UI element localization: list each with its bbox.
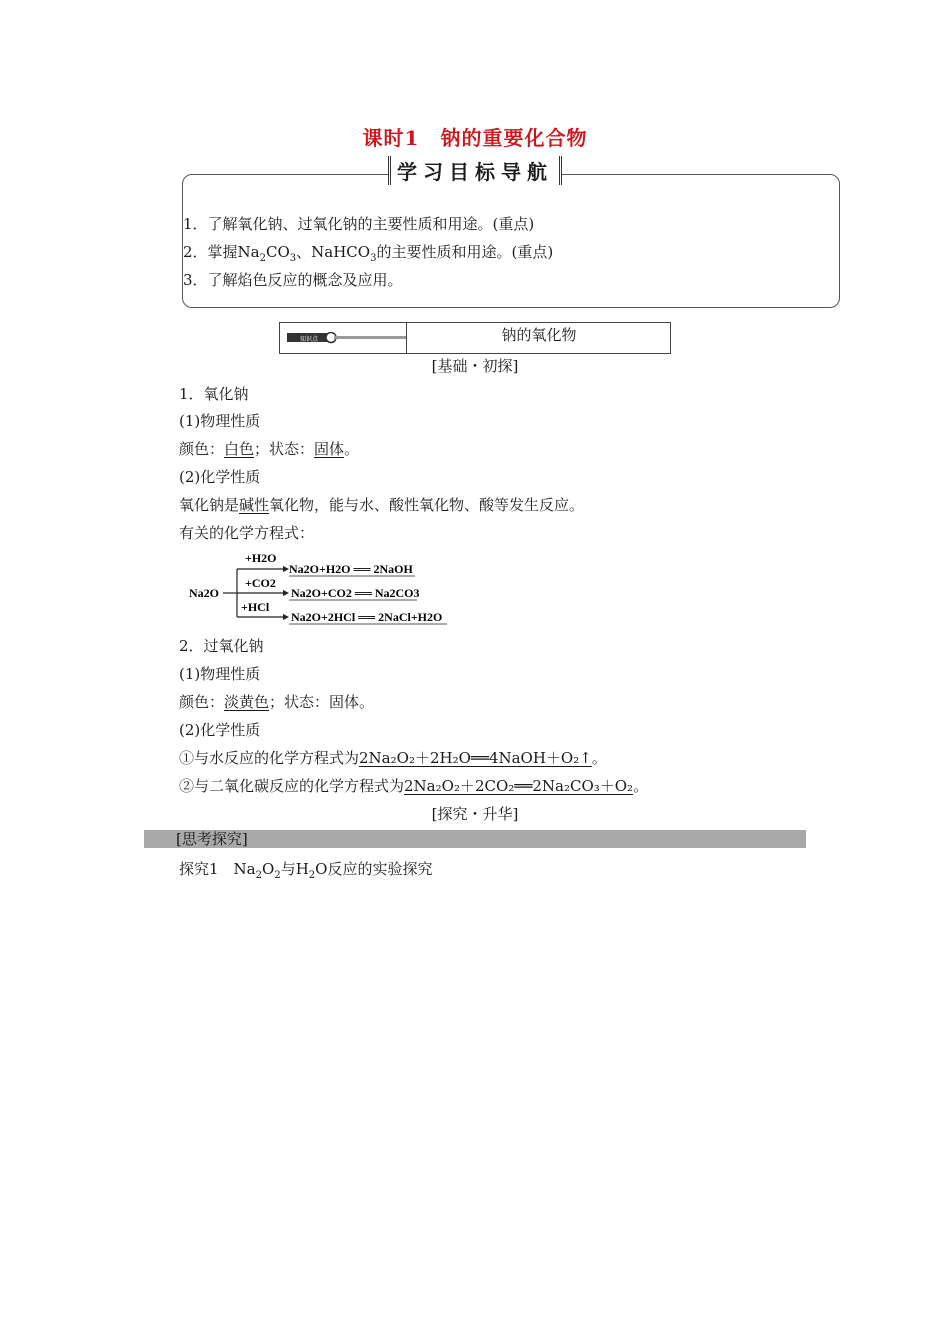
thinking-exploration-label: [思考探究] [176,830,248,848]
reaction-2-end: 。 [633,777,649,795]
page-title: 课时1 钠的重要化合物 [362,126,588,150]
section1-chem-basic: 碱性 [239,496,270,514]
section2-state-text: ；状态：固体。 [269,693,375,711]
diagram-product-1: Na2O+H2O ══ 2NaOH [289,562,413,576]
explore-item-1-c: 与H [280,860,309,878]
diagram-reagent-2: +CO2 [245,576,276,590]
learning-goals-header-text: 学习目标导航 [388,156,562,185]
goal-item-1 [183,213,534,234]
goal-item-2-part-b: CO [266,243,290,261]
section1-color-label: 颜色： [179,440,225,458]
knowledge-point-title: 钠的氧化物 [501,326,577,344]
section1-chem-b: 氧化物，能与水、酸性氧化物、酸等发生反应。 [269,496,585,514]
reaction-1-prefix: ①与水反应的化学方程式为 [179,749,360,767]
explore-item-1-d: O反应的实验探究 [315,860,433,878]
diagram-arrowhead-3 [283,614,289,620]
section1-eq-intro: 有关的化学方程式： [179,524,315,542]
section1-color-line [179,438,359,459]
diagram-product-2: Na2O+CO2 ══ Na2CO3 [291,586,420,600]
section1-chem-a: 氧化钠是 [179,496,240,514]
explore-item-1-a: 探究1 Na [179,860,256,878]
reaction-1-end: 。 [591,749,607,767]
section1-phys-heading: (1)物理性质 [179,412,261,430]
learning-goals-header [0,156,950,185]
goal-item-2-sub-2: 3 [289,253,297,264]
reaction-1-equation: 2Na₂O₂＋2H₂O══4NaOH＋O₂↑ [359,749,592,767]
reaction-2-prefix: ②与二氧化碳反应的化学方程式为 [179,777,405,795]
na2o-reaction-diagram [185,548,460,628]
section2-chem-heading: (2)化学性质 [179,721,261,739]
section1-heading: 1．氧化钠 [179,385,249,403]
diagram-reagent-1: +H2O [245,551,277,565]
section2-phys-heading: (1)物理性质 [179,665,261,683]
diagram-arrowhead-2 [283,590,289,596]
explore-item-1-sub-3: 2 [308,870,316,881]
section2-reaction-2 [179,775,648,796]
section2-color-line [179,691,374,712]
goal-item-1-text: 1．了解氧化钠、过氧化钠的主要性质和用途。(重点) [183,215,535,233]
knowledge-point-badge [287,330,407,342]
goal-item-3 [183,269,403,290]
section2-color-label: 颜色： [179,693,225,711]
section1-chem-desc [179,494,584,515]
goal-item-2-sub-3: 3 [370,253,377,264]
goal-item-2-part-d: 的主要性质和用途。(重点) [376,243,554,261]
section1-color-value: 白色 [224,440,255,458]
section2-color-value: 淡黄色 [224,693,270,711]
knowledge-subtitle: [基础・初探] [431,357,519,375]
explore-item-1 [179,858,432,881]
knowledge-badge-text: 知识点 [299,336,319,343]
diagram-product-3: Na2O+2HCl ══ 2NaCl+H2O [291,610,443,624]
goal-item-2-part-c: 、NaHCO [296,243,371,261]
section2-heading: 2．过氧化钠 [179,637,264,655]
reaction-2-equation: 2Na₂O₂＋2CO₂══2Na₂CO₃＋O₂ [404,777,634,795]
diagram-reactant: Na2O [189,586,219,600]
section1-end: 。 [344,440,360,458]
goal-item-2-sub-1: 2 [259,253,266,264]
goal-item-3-text: 3．了解焰色反应的概念及应用。 [183,271,403,289]
section1-state-label: ；状态： [254,440,315,458]
section1-state-value: 固体 [314,440,345,458]
explore-item-1-sub-1: 2 [255,870,262,881]
goal-item-2 [183,241,553,264]
explore-item-1-sub-2: 2 [274,870,281,881]
explore-subtitle: [探究・升华] [431,805,519,823]
explore-item-1-b: O [262,860,275,878]
diagram-reagent-3: +HCl [241,600,270,614]
knowledge-badge-icon [287,332,407,344]
goal-item-2-part-a: 2．掌握Na [183,243,260,261]
section2-reaction-1 [179,747,607,768]
section1-chem-heading: (2)化学性质 [179,468,261,486]
